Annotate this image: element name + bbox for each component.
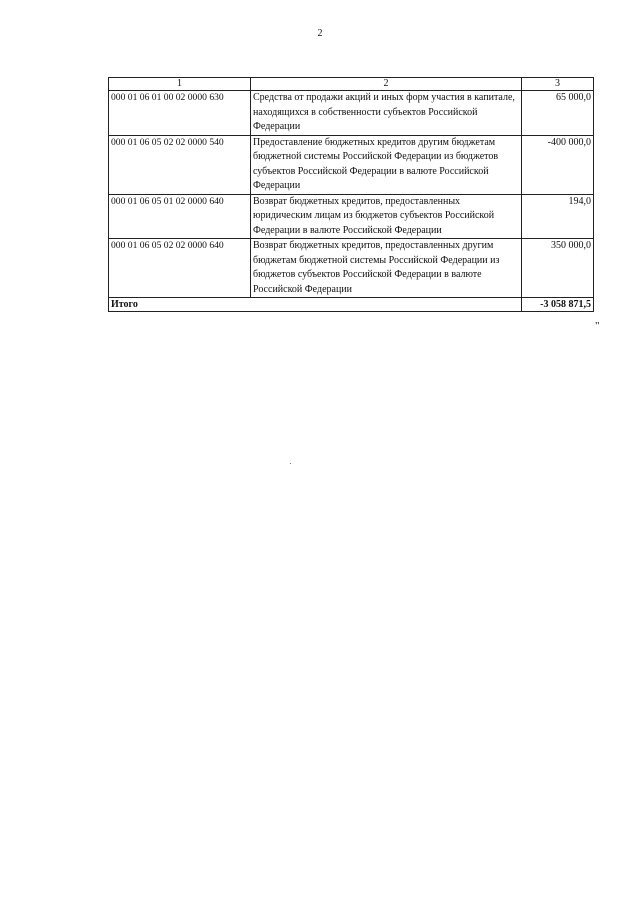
row-code: 000 01 06 05 02 02 0000 540 <box>109 135 251 194</box>
budget-sources-table <box>108 77 594 312</box>
total-amount: -3 058 871,5 <box>522 298 594 312</box>
total-label: Итого <box>109 298 522 312</box>
column-header-description: 2 <box>251 78 522 91</box>
page-number: 2 <box>317 28 323 39</box>
row-description: Возврат бюджетных кредитов, предоставленных другим бюджетам бюджетной системы Российской Федерации из бюджетов субъектов Российской Федерации в валюте Российской Федерации <box>251 239 522 298</box>
header-row <box>109 78 594 91</box>
row-amount: 350 000,0 <box>522 239 594 298</box>
total-row <box>109 298 594 312</box>
scan-artifact-dot <box>290 463 291 464</box>
row-code: 000 01 06 01 00 02 0000 630 <box>109 91 251 136</box>
row-amount: -400 000,0 <box>522 135 594 194</box>
row-description: Средства от продажи акций и иных форм участия в капитале, находящихся в собственности субъектов Российской Федерации <box>251 91 522 136</box>
column-header-code: 1 <box>109 78 251 91</box>
row-amount: 65 000,0 <box>522 91 594 136</box>
table-row <box>109 91 594 136</box>
column-header-amount: 3 <box>522 78 594 91</box>
row-code: 000 01 06 05 02 02 0000 640 <box>109 239 251 298</box>
row-amount: 194,0 <box>522 194 594 239</box>
row-description: Возврат бюджетных кредитов, предоставленных юридическим лицам из бюджетов субъектов Российской Федерации в валюте Российской Федерации <box>251 194 522 239</box>
row-code: 000 01 06 05 01 02 0000 640 <box>109 194 251 239</box>
closing-quote-mark: " <box>595 320 600 332</box>
table-row <box>109 135 594 194</box>
table-row <box>109 194 594 239</box>
row-description: Предоставление бюджетных кредитов другим бюджетам бюджетной системы Российской Федерации из бюджетов субъектов Российской Федерации в валюте Российской Федерации <box>251 135 522 194</box>
table-row <box>109 239 594 298</box>
